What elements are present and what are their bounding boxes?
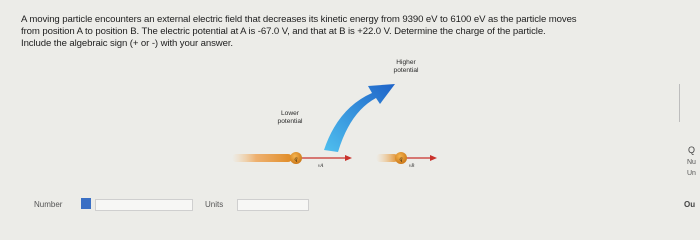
question-line-1: A moving particle encounters an external electric field that decreases its kinetic energy from 9390 eV to 6100 eV as the particle moves (21, 14, 577, 25)
lower-potential-label: Lower potential (277, 110, 303, 125)
panel-ou-text: Ou (684, 200, 696, 209)
question-line-2: from position A to position B. The electric potential at A is -67.0 V, and that at B is +22.0 V. Determine the charge of the particle. (21, 26, 546, 38)
velocity-a-label: vA (318, 164, 324, 169)
right-side-panel (678, 0, 700, 209)
panel-divider (679, 84, 680, 122)
particle-at-a (232, 152, 352, 164)
units-label: Units (205, 200, 224, 209)
number-info-icon[interactable] (81, 198, 91, 209)
answer-row (0, 196, 700, 209)
charge-q-label-b: q (399, 156, 403, 163)
panel-nu-text: Nu (687, 159, 696, 166)
potential-gradient-arrow (324, 84, 395, 152)
particle-at-b (376, 152, 437, 164)
charge-q-label-a: q (294, 156, 298, 163)
question-line-3: Include the algebraic sign (+ or -) with your answer. (21, 38, 233, 50)
units-select[interactable] (237, 199, 309, 211)
panel-q-text: Q (688, 145, 696, 155)
higher-potential-label: Higher potential (393, 59, 419, 74)
number-label: Number (34, 200, 63, 209)
number-input[interactable] (95, 199, 193, 211)
velocity-b-label: vB (409, 164, 415, 169)
panel-un-text: Un (687, 170, 696, 177)
